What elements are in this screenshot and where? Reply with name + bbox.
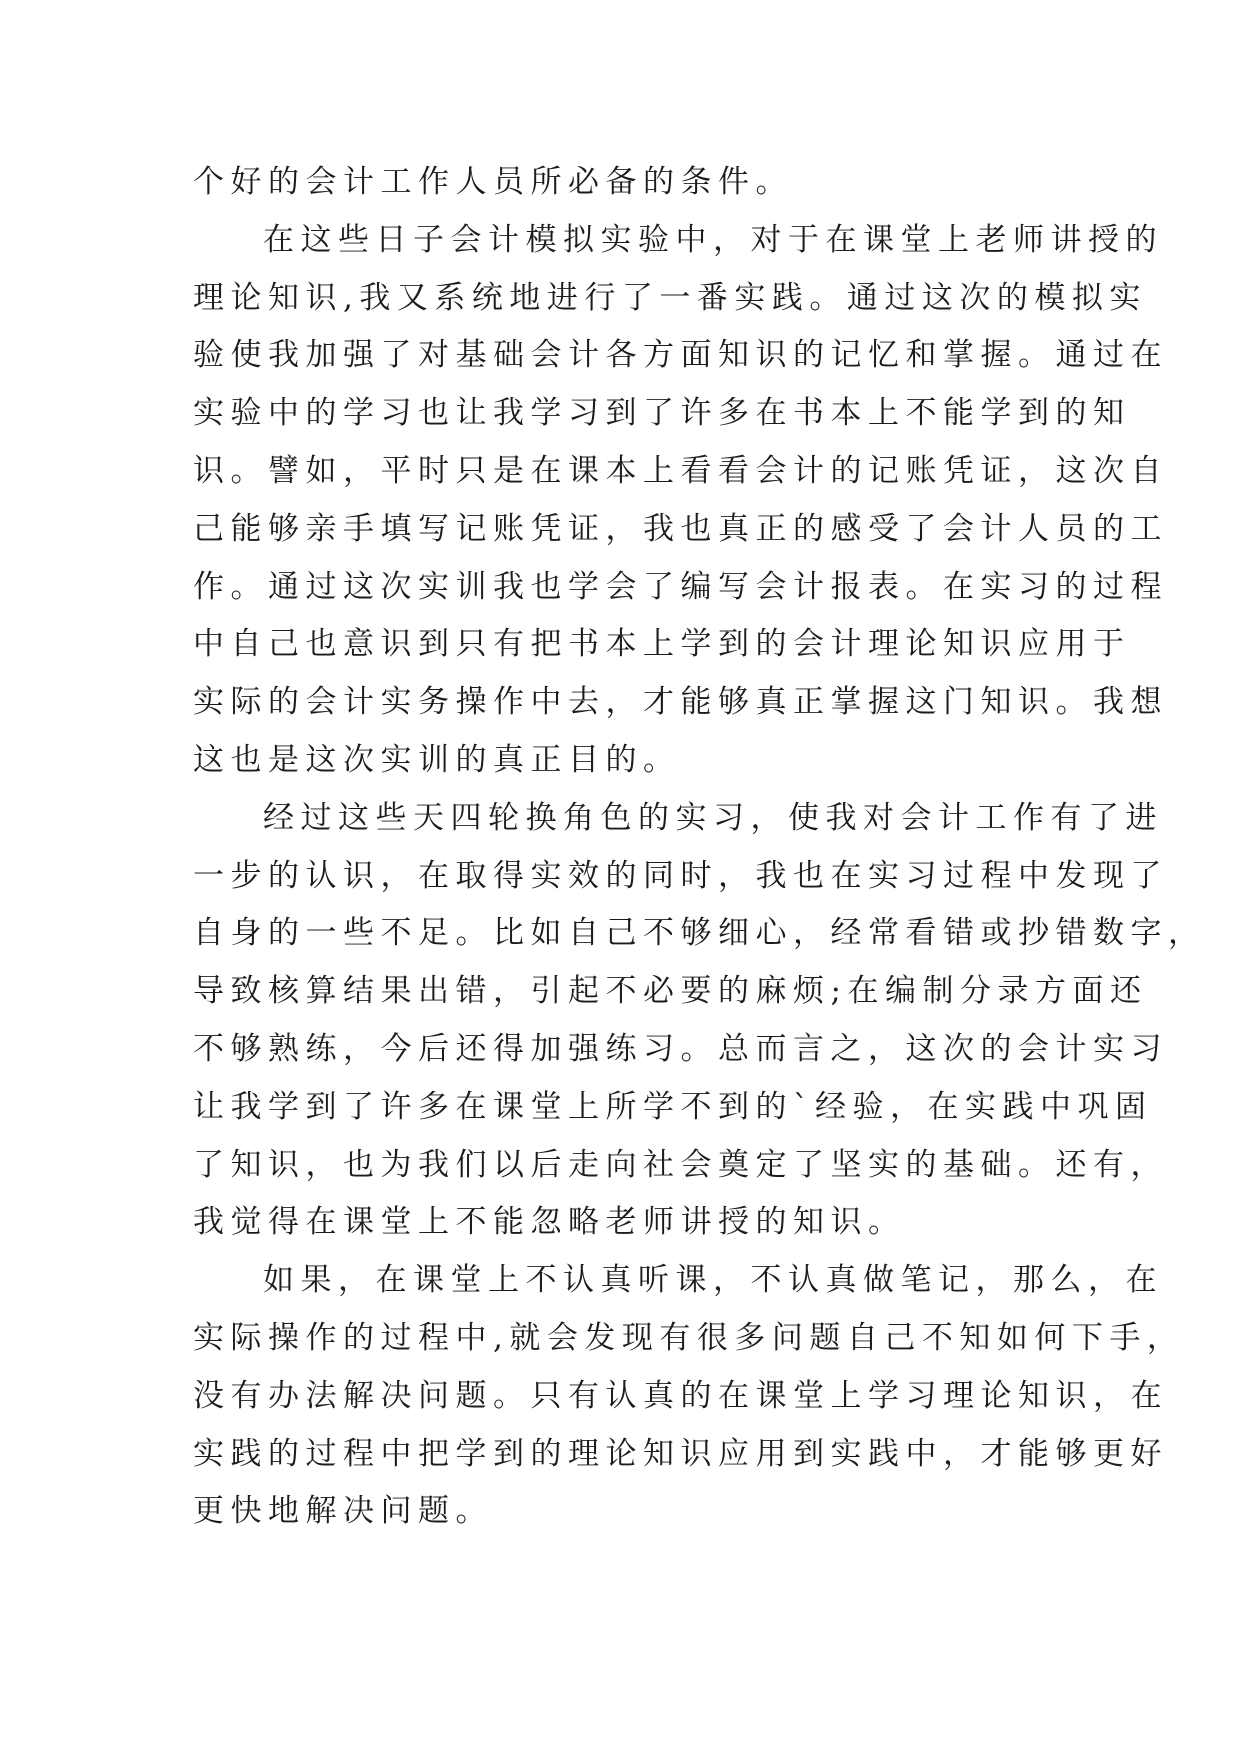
paragraph-1 <box>193 154 1053 212</box>
text-line: 识。譬如，平时只是在课本上看看会计的记账凭证，这次自 <box>193 452 1168 489</box>
text-line: 己能够亲手填写记账凭证，我也真正的感受了会计人员的工 <box>193 510 1168 547</box>
text-line: 如果，在课堂上不认真听课，不认真做笔记，那么，在 <box>263 1262 1163 1299</box>
text-line: 验使我加强了对基础会计各方面知识的记忆和掌握。通过在 <box>193 337 1168 374</box>
text-line: 作。通过这次实训我也学会了编写会计报表。在实习的过程 <box>193 568 1168 605</box>
paragraph-4 <box>193 1252 1185 1541</box>
text-line: 实验中的学习也让我学习到了许多在书本上不能学到的知 <box>193 395 1131 432</box>
paragraph-3 <box>193 790 1206 1252</box>
body-text <box>193 154 1206 1541</box>
text-line: 更快地解决问题。 <box>193 1493 493 1530</box>
text-line: 经过这些天四轮换角色的实习，使我对会计工作有了进 <box>263 799 1163 836</box>
text-line: 自身的一些不足。比如自己不够细心，经常看错或抄错数字， <box>193 915 1206 952</box>
text-line: 实际操作的过程中,就会发现有很多问题自己不知如何下手， <box>193 1319 1185 1356</box>
text-line: 了知识，也为我们以后走向社会奠定了坚实的基础。还有， <box>193 1146 1168 1183</box>
text-line: 实际的会计实务操作中去，才能够真正掌握这门知识。我想 <box>193 684 1168 721</box>
text-line: 在这些日子会计模拟实验中，对于在课堂上老师讲授的 <box>263 221 1163 258</box>
text-line: 这也是这次实训的真正目的。 <box>193 741 681 778</box>
text-line: 没有办法解决问题。只有认真的在课堂上学习理论知识，在 <box>193 1377 1168 1414</box>
text-line: 中自己也意识到只有把书本上学到的会计理论知识应用于 <box>193 626 1131 663</box>
text-line: 让我学到了许多在课堂上所学不到的`经验，在实践中巩固 <box>193 1088 1153 1125</box>
text-line: 导致核算结果出错，引起不必要的麻烦;在编制分录方面还 <box>193 973 1148 1010</box>
text-line: 我觉得在课堂上不能忽略老师讲授的知识。 <box>193 1204 906 1241</box>
text-line: 实践的过程中把学到的理论知识应用到实践中，才能够更好 <box>193 1435 1168 1472</box>
text-line: 个好的会计工作人员所必备的条件。 <box>193 164 793 200</box>
text-line: 理论知识,我又系统地进行了一番实践。通过这次的模拟实 <box>193 279 1147 316</box>
text-line: 一步的认识，在取得实效的同时，我也在实习过程中发现了 <box>193 857 1168 894</box>
text-line: 不够熟练，今后还得加强练习。总而言之，这次的会计实习 <box>193 1030 1168 1067</box>
paragraph-2 <box>193 212 1168 790</box>
